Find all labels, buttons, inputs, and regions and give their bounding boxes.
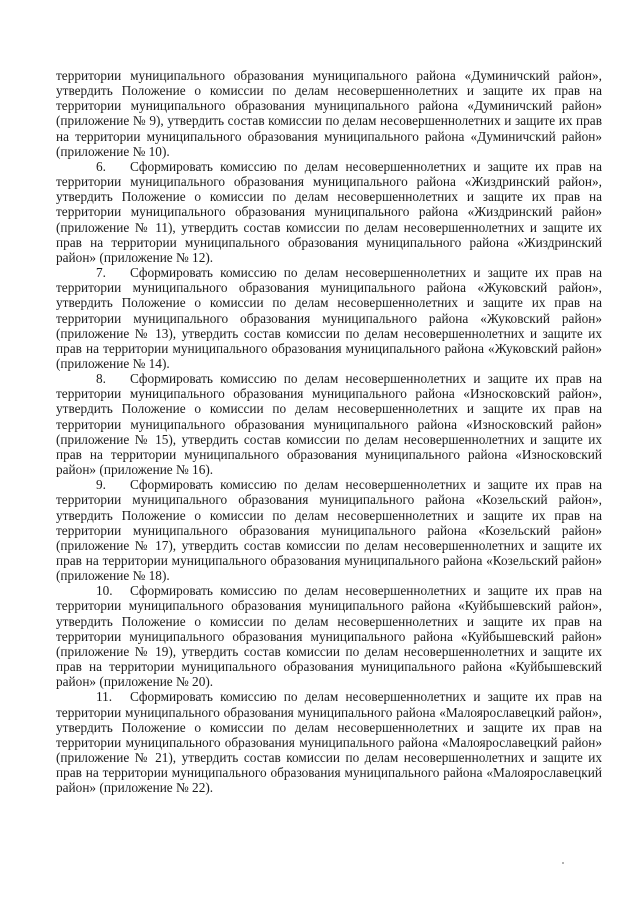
paragraph-item-7: [56, 265, 602, 371]
item-number: 7.: [96, 265, 106, 281]
paragraph-item-10: [56, 583, 602, 689]
document-page: [56, 68, 602, 796]
item-number: 6.: [96, 158, 106, 174]
item-number: 9.: [96, 477, 106, 493]
item-text: Сформировать комиссию по делам несовершеннолетних и защите их прав на территории муниципального образования муниципального района «Малоярославецкий район», утвердить Положение о комиссии по делам несовершеннолетних и защите их прав на территории муниципального образования муниципального района «Малоярославецкий район» (приложение № 21), утвердить состав комиссии по делам несовершеннолетних и защите их прав на территории муниципального образования муниципального района «Малоярославецкий район» (приложение № 22).: [56, 689, 602, 796]
paragraph-item-8: [56, 371, 602, 477]
continuation-paragraph: территории муниципального образования муниципального района «Думиничский район», утвердить Положение о комиссии по делам несовершеннолетних и защите их прав на территории муниципального образования муниципального района «Думиничский район» (приложение № 9), утвердить состав комиссии по делам несовершеннолетних и защите их прав на территории муниципального образования муниципального района «Думиничский район» (приложение № 10).: [56, 68, 602, 159]
paragraph-item-6: [56, 159, 602, 265]
paragraph-item-9: [56, 477, 602, 583]
item-number: 8.: [96, 371, 106, 387]
item-text: Сформировать комиссию по делам несовершеннолетних и защите их прав на территории муниципального образования муниципального района «Жуковский район», утвердить Положение о комиссии по делам несовершеннолетних и защите их прав на территории муниципального образования муниципального района «Жуковский район» (приложение № 13), утвердить состав комиссии по делам несовершеннолетних и защите их прав на территории муниципального образования муниципального района «Жуковский район» (приложение № 14).: [56, 265, 602, 371]
item-text: Сформировать комиссию по делам несовершеннолетних и защите их прав на территории муниципального образования муниципального района «Козельский район», утвердить Положение о комиссии по делам несовершеннолетних и защите их прав на территории муниципального образования муниципального района «Козельский район» (приложение № 17), утвердить состав комиссии по делам несовершеннолетних и защите их прав на территории муниципального образования муниципального района «Козельский район» (приложение № 18).: [56, 477, 602, 584]
item-text: Сформировать комиссию по делам несовершеннолетних и защите их прав на территории муниципального образования муниципального района «Куйбышевский район», утвердить Положение о комиссии по делам несовершеннолетних и защите их прав на территории муниципального образования муниципального района «Куйбышевский район» (приложение № 19), утвердить состав комиссии по делам несовершеннолетних и защите их прав на территории муниципального образования муниципального района «Куйбышевский район» (приложение № 20).: [56, 583, 602, 690]
paragraph-item-11: [56, 689, 602, 795]
scan-speck: [562, 862, 564, 864]
item-number: 10.: [96, 583, 113, 599]
item-text: Сформировать комиссию по делам несовершеннолетних и защите их прав на территории муниципального образования муниципального района «Износковский район», утвердить Положение о комиссии по делам несовершеннолетних и защите их прав на территории муниципального образования муниципального района «Износковский район» (приложение № 15), утвердить состав комиссии по делам несовершеннолетних и защите их прав на территории муниципального образования муниципального района «Износковский район» (приложение № 16).: [56, 371, 602, 478]
item-number: 11.: [96, 689, 113, 705]
item-text: Сформировать комиссию по делам несовершеннолетних и защите их прав на территории муниципального образования муниципального района «Жиздринский район», утвердить Положение о комиссии по делам несовершеннолетних и защите их прав на территории муниципального образования муниципального района «Жиздринский район» (приложение № 11), утвердить состав комиссии по делам несовершеннолетних и защите их прав на территории муниципального образования муниципального района «Жиздринский район» (приложение № 12).: [56, 158, 602, 265]
